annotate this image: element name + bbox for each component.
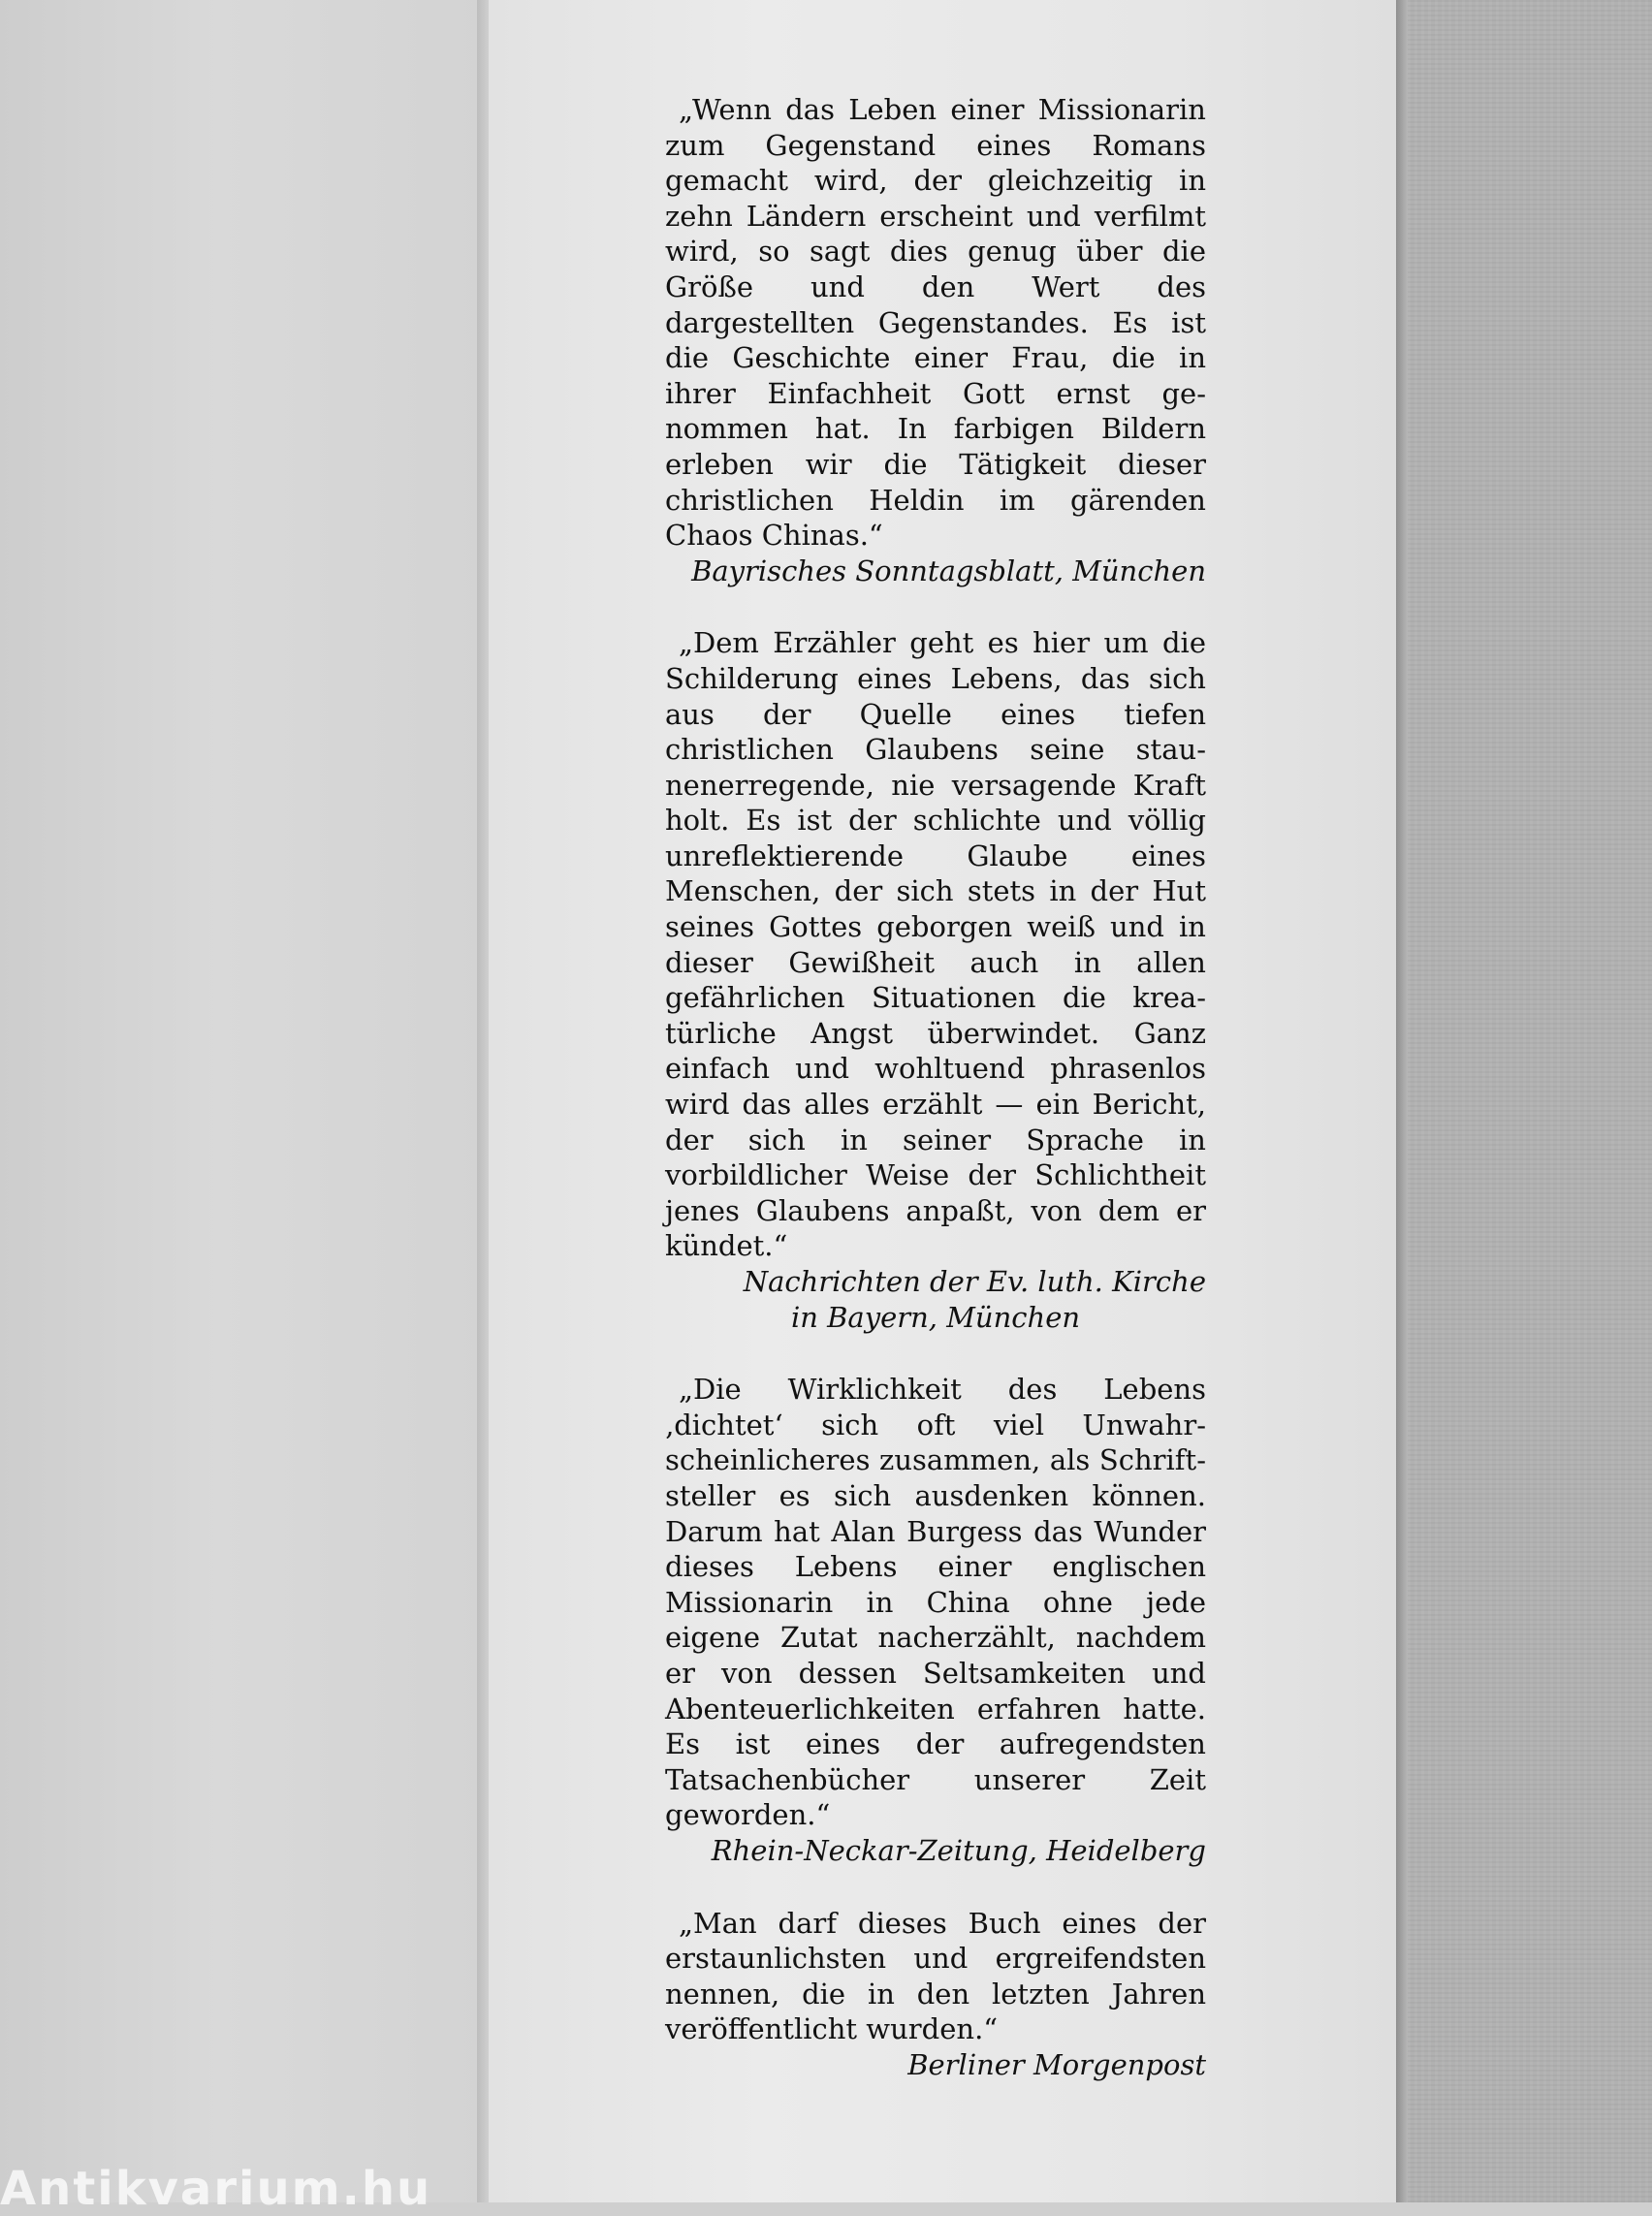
review-quote: „Man darf dieses Buch eines der erstaunlichsten und ergreifendsten nennen, die in den letzten Jahren veröffentlicht wurden.“ (665, 1906, 1206, 2046)
review-source: Rhein-Neckar-Zeitung, Heidelberg (711, 1833, 1206, 1867)
review-block-4 (665, 1906, 1206, 2083)
review-source: Berliner Morgenpost (907, 2047, 1206, 2081)
review-spacer (665, 1869, 1206, 1906)
review-source-line-1: Nachrichten der Ev. luth. Kirche (743, 1265, 1206, 1298)
review-block-1 (665, 92, 1206, 588)
review-block-2 (665, 625, 1206, 1335)
right-textured-background (1408, 0, 1652, 2202)
review-spacer (665, 1335, 1206, 1372)
page-edge-shadow (1396, 0, 1408, 2202)
review-quote: „Wenn das Leben einer Missionarin zum Gegenstand eines Romans gemacht wird, der gleichzeitig in zehn Ländern erscheint und verfilmt wird, so sagt dies genug über die Größe und den Wert des dargestellten Gegenstandes. Es ist die Geschichte einer Frau, die in ihrer Einfachheit Gott ernst genommen hat. In farbigen Bildern erleben wir die Tätigkeit dieser christlichen Heldin im gärenden Chaos Chinas.“ (665, 93, 1206, 553)
review-quote: „Dem Erzähler geht es hier um die Schilderung eines Lebens, das sich aus der Quelle eines tiefen christlichen Glaubens seine staunenerregende, nie versagende Kraft holt. Es ist der schlichte und völlig unreflektierende Glaube eines Menschen, der sich stets in der Hut seines Gottes geborgen weiß und in dieser Gewißheit auch in allen gefährlichen Situationen die kreatürliche Angst überwindet. Ganz einfach und wohltuend phrasenlos wird das alles erzählt — ein Bericht, der sich in seiner Sprache in vorbildlicher Weise der Schlichtheit jenes Glaubens anpaßt, von dem er kündet.“ (665, 626, 1206, 1263)
review-block-3 (665, 1372, 1206, 1868)
review-source-line-2: in Bayern, München (790, 1300, 1081, 1334)
review-column (665, 92, 1206, 2082)
review-quote: „Die Wirklichkeit des Lebens ‚dichtet‘ sich oft viel Unwahrscheinlicheres zusammen, als Schriftsteller es sich ausdenken können. Darum hat Alan Burgess das Wunder dieses Lebens einer englischen Missionarin in China ohne jede eigene Zutat nacherzählt, nachdem er von dessen Seltsamkeiten und Abenteuerlichkeiten erfahren hatte. Es ist eines der aufregendsten Tatsachenbücher unserer Zeit geworden.“ (665, 1373, 1206, 1832)
review-source (665, 1264, 1206, 1335)
left-cover-panel (0, 0, 485, 2202)
left-panel-edge (477, 0, 489, 2202)
review-spacer (665, 588, 1206, 625)
review-source: Bayrisches Sonntagsblatt, München (691, 554, 1206, 587)
site-watermark: Antikvarium.hu (0, 2162, 432, 2216)
